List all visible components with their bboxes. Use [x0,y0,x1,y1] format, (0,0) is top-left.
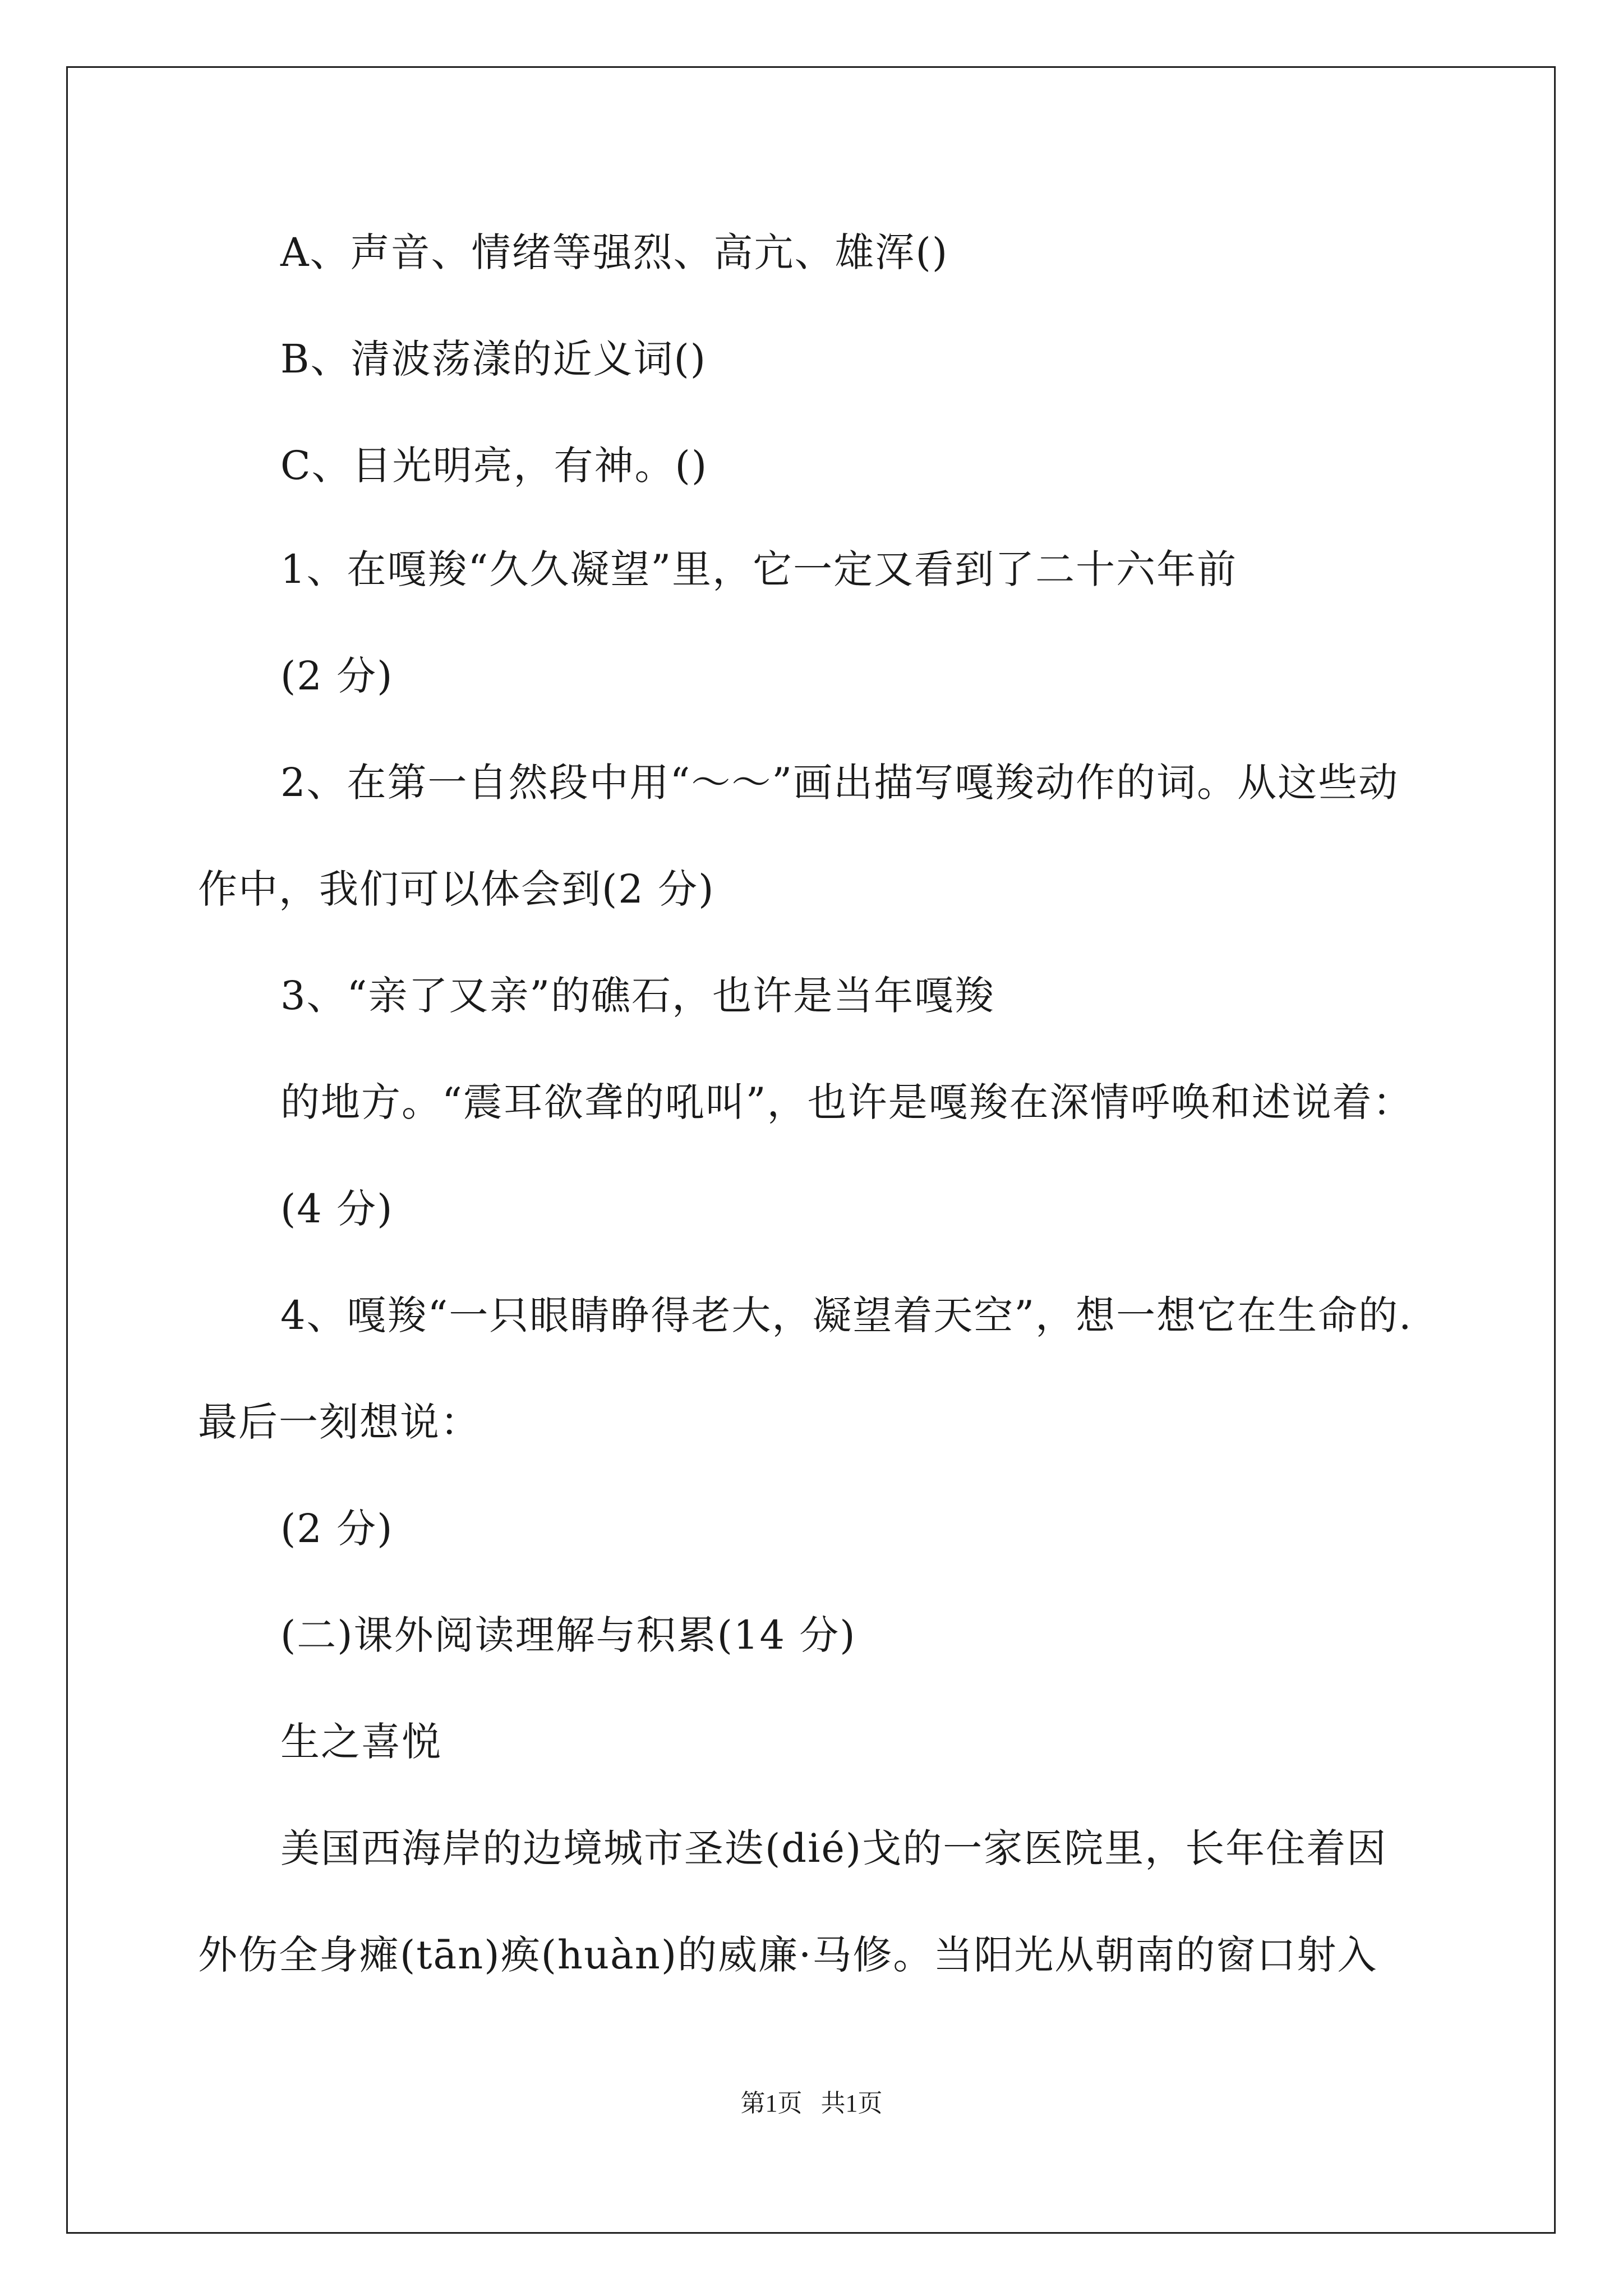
question-4: 4、嘎羧“一只眼睛睁得老大，凝望着天空”，想一想它在生命的. [280,1292,1413,1338]
article-paragraph-line-2: 外伤全身瘫(tān)痪(huàn)的威廉·马修。当阳光从朝南的窗口射入 [198,1932,1378,1978]
section-heading: (二)课外阅读理解与积累(14 分) [280,1612,856,1658]
question-3-continuation: 的地方。“震耳欲聋的吼叫”，也许是嘎羧在深情呼唤和述说着： [280,1079,1413,1125]
page-border [66,66,1556,2234]
article-title: 生之喜悦 [280,1719,442,1765]
question-4-score: (2 分) [280,1506,394,1552]
question-2: 2、在第一自然段中用“～～”画出描写嘎羧动作的词。从这些动 [280,760,1399,806]
question-1-score: (2 分) [280,653,394,699]
question-2-continuation: 作中，我们可以体会到(2 分) [198,866,715,912]
question-3-score: (4 分) [280,1186,394,1232]
question-4-continuation: 最后一刻想说： [198,1399,481,1445]
option-b: B、清波荡漾的近义词() [280,336,707,382]
option-a: A、声音、情绪等强烈、高亢、雄浑() [280,229,949,275]
question-3: 3、“亲了又亲”的礁石，也许是当年嘎羧 [280,973,995,1019]
option-c: C、目光明亮，有神。() [280,443,708,489]
page-footer: 第1页 共1页 [740,2090,883,2117]
article-paragraph-line-1: 美国西海岸的边境城市圣迭(dié)戈的一家医院里，长年住着因 [280,1825,1387,1871]
question-1: 1、在嘎羧“久久凝望”里，它一定又看到了二十六年前 [280,546,1238,592]
